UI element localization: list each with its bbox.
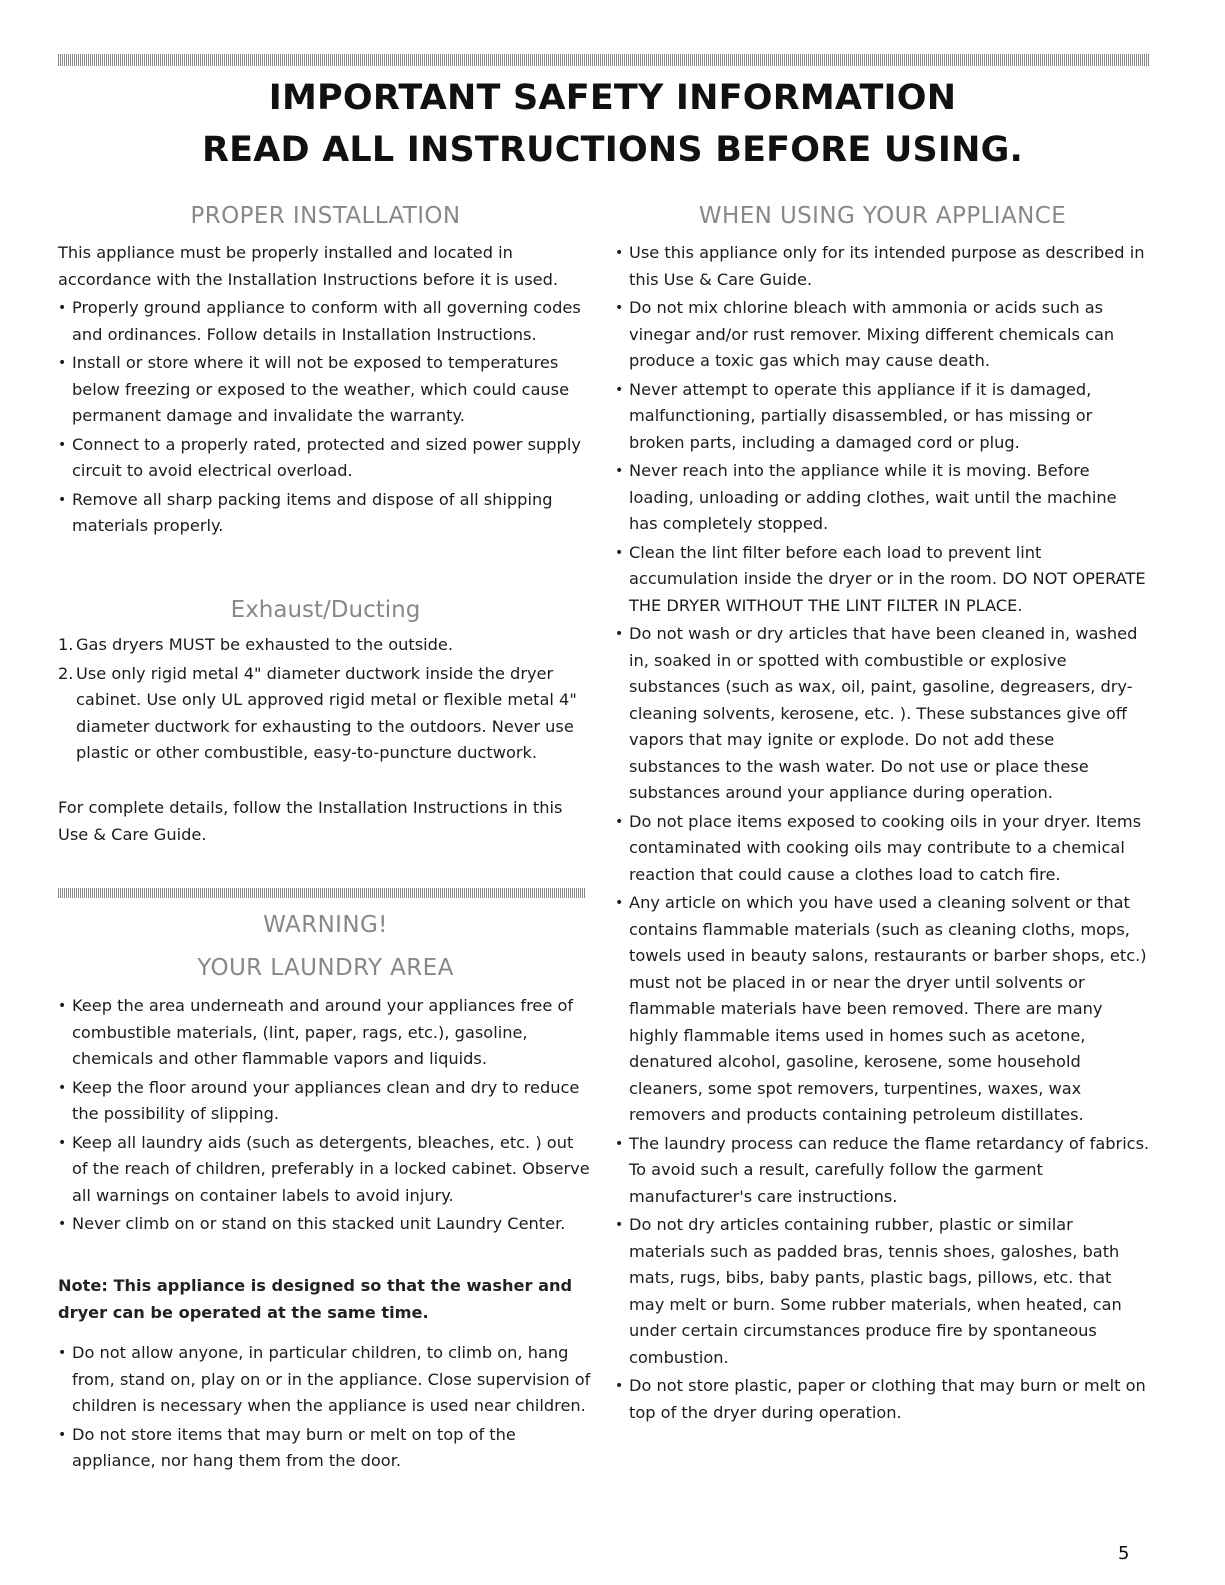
list-item: • Never reach into the appliance while it is moving. Before loading, unloading or adding clothes, wait until the machine has completely stopped. [615,458,1150,538]
list-item [58,632,593,659]
top-divider [58,54,1150,66]
list-item: • Remove all sharp packing items and dispose of all shipping materials properly. [58,487,593,540]
list-item [58,661,593,767]
list-item: • Use this appliance only for its intended purpose as described in this Use & Care Guide. [615,240,1150,293]
list-item: • Do not store items that may burn or melt on top of the appliance, nor hang them from the door. [58,1422,593,1475]
list-item: • Do not allow anyone, in particular children, to climb on, hang from, stand on, play on or in the appliance. Close supervision of children is necessary when the appliance is used near children. [58,1340,593,1420]
list-item: • Install or store where it will not be exposed to temperatures below freezing or exposed to the weather, which could cause permanent damage and invalidate the warranty. [58,350,593,430]
list-item: • Do not mix chlorine bleach with ammonia or acids such as vinegar and/or rust remover. Mixing different chemicals can produce a toxic gas which may cause death. [615,295,1150,375]
children-list [58,1340,593,1477]
list-item: • Do not dry articles containing rubber, plastic or similar materials such as padded bras, tennis shoes, galoshes, bath mats, rugs, bibs, baby pants, plastic bags, pillows, etc. that may melt or burn. Some rubber materials, when heated, can under certain circumstances produce fire by spontaneous combustion. [615,1212,1150,1371]
proper-installation-intro: This appliance must be properly installed and located in accordance with the Installation Instructions before it is used. [58,243,559,289]
when-using-heading: WHEN USING YOUR APPLIANCE [698,203,1067,229]
list-item: • Properly ground appliance to conform with all governing codes and ordinances. Follow details in Installation Instructions. [58,295,593,348]
laundry-area-heading: YOUR LAUNDRY AREA [197,955,454,981]
list-item: • Do not store plastic, paper or clothing that may burn or melt on top of the dryer during operation. [615,1373,1150,1426]
list-item: • Keep the area underneath and around your appliances free of combustible materials, (lint, paper, rags, etc.), gasoline, chemicals and other flammable vapors and liquids. [58,993,593,1073]
list-item: • Do not place items exposed to cooking oils in your dryer. Items contaminated with cooking oils may contribute to a chemical reaction that could cause a clothes load to catch fire. [615,809,1150,889]
item-text: Gas dryers MUST be exhausted to the outside. [76,635,454,654]
exhaust-heading: Exhaust/Ducting [230,597,421,623]
list-item: • Do not wash or dry articles that have been cleaned in, washed in, soaked in or spotted with combustible or explosive substances (such as wax, oil, paint, gasoline, degreasers, dry-cleaning solvents, kerosene, etc. ). These substances give off vapors that may ignite or explode. Do not add these substances to the wash water. Do not use or place these substances around your appliance during operation. [615,621,1150,807]
list-item: • Never attempt to operate this appliance if it is damaged, malfunctioning, partially disassembled, or has missing or broken parts, including a damaged cord or plug. [615,377,1150,457]
list-item: • Keep the floor around your appliances clean and dry to reduce the possibility of slipping. [58,1075,593,1128]
item-number: 2. [58,663,74,683]
page-title: IMPORTANT SAFETY INFORMATION [268,78,957,118]
list-item: • Any article on which you have used a cleaning solvent or that contains flammable materials (such as cleaning cloths, mops, towels used in beauty salons, restaurants or barber shops, etc.) must not be placed in or near the dryer until solvents or flammable materials have been removed. There are many highly flammable items used in homes such as acetone, denatured alcohol, gasoline, kerosene, some household cleaners, some spot removers, turpentines, waxes, wax removers and products containing petroleum distillates. [615,890,1150,1129]
list-item: • Keep all laundry aids (such as detergents, bleaches, etc. ) out of the reach of children, preferably in a locked cabinet. Observe all warnings on container labels to avoid injury. [58,1130,593,1210]
laundry-area-list [58,993,593,1240]
exhaust-list [58,632,593,769]
page-subtitle: READ ALL INSTRUCTIONS BEFORE USING. [201,130,1024,170]
list-item: • Never climb on or stand on this stacked unit Laundry Center. [58,1211,593,1238]
item-number: 1. [58,635,74,654]
proper-installation-heading: PROPER INSTALLATION [190,203,461,229]
exhaust-footer: For complete details, follow the Installation Instructions in this Use & Care Guide. [58,798,563,844]
list-item: • Connect to a properly rated, protected and sized power supply circuit to avoid electrical overload. [58,432,593,485]
when-using-list [615,240,1150,1428]
page-number: 5 [1118,1543,1130,1564]
section-divider [58,888,585,898]
list-item: • Clean the lint filter before each load to prevent lint accumulation inside the dryer or in the room. DO NOT OPERATE THE DRYER WITHOUT THE LINT FILTER IN PLACE. [615,540,1150,620]
list-item: • The laundry process can reduce the flame retardancy of fabrics. To avoid such a result, carefully follow the garment manufacturer's care instructions. [615,1131,1150,1211]
warning-heading: WARNING! [263,912,388,938]
proper-installation-list [58,295,593,542]
note-text: Note: This appliance is designed so that the washer and dryer can be operated at the same time. [58,1276,573,1322]
item-text: Use only rigid metal 4" diameter ductwork inside the dryer cabinet. Use only UL approved rigid metal or flexible metal 4" diameter ductwork for exhausting to the outdoors. Never use plastic or other combustible, easy-to-puncture ductwork. [76,663,577,762]
